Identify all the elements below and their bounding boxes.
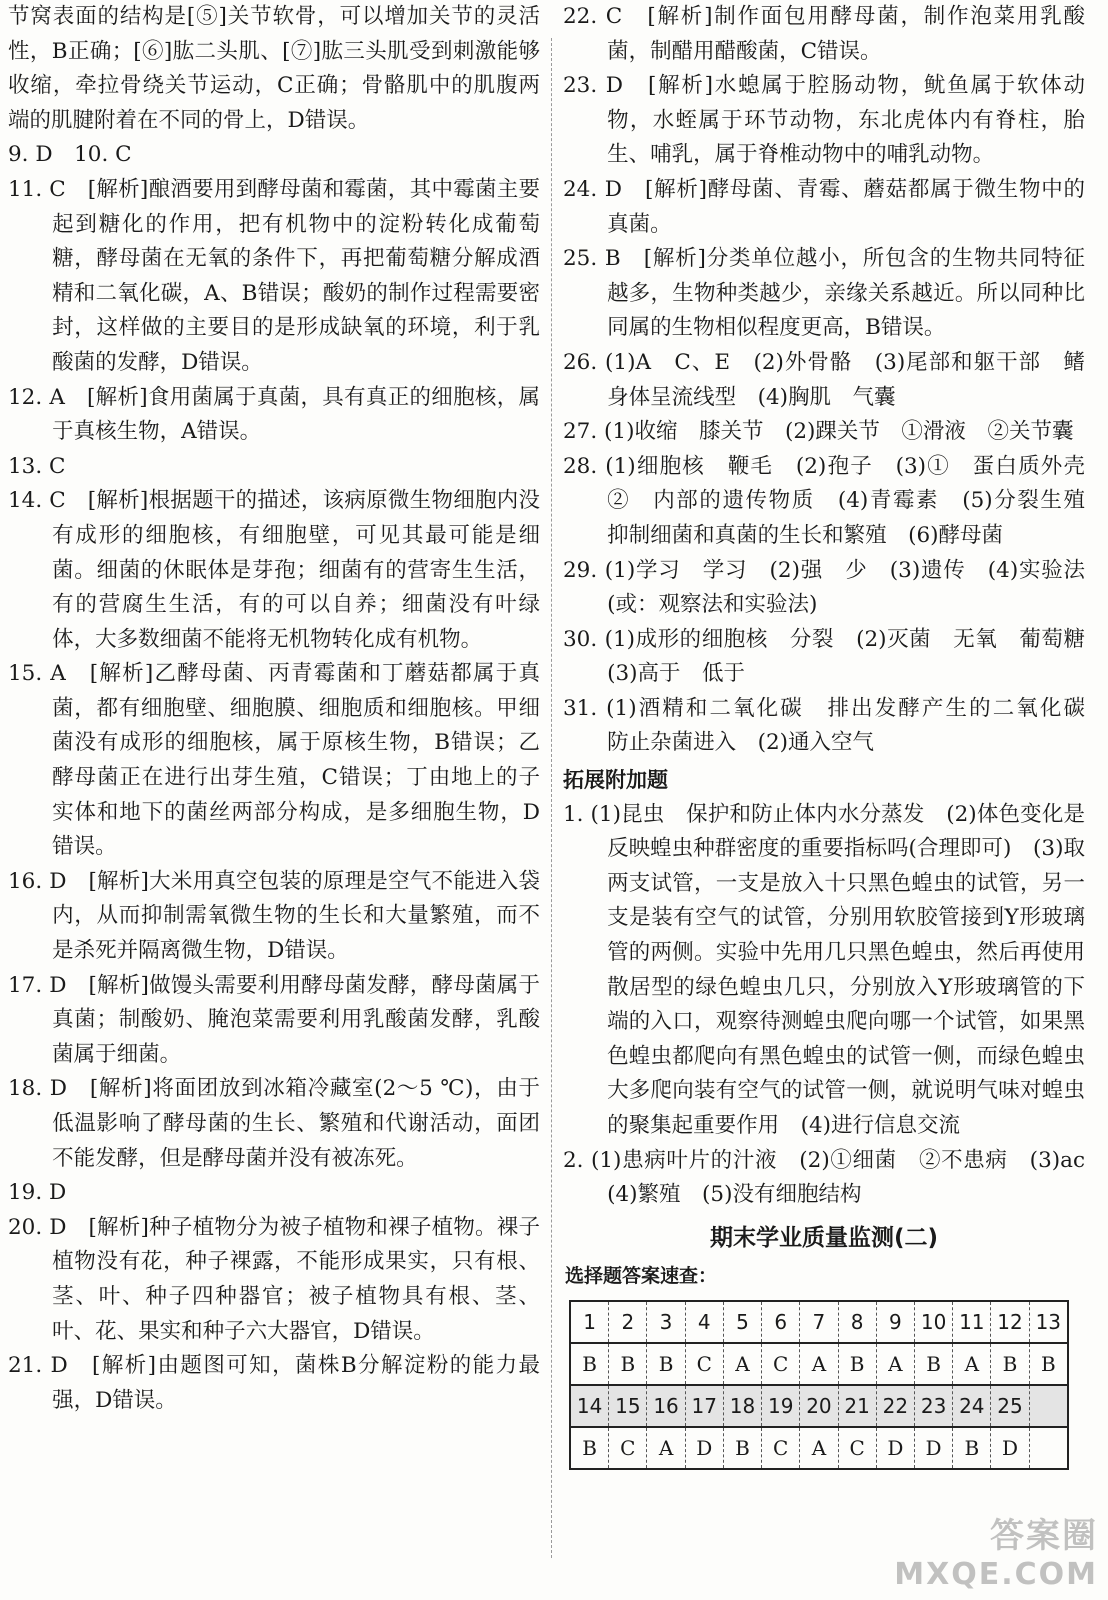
answer-cell: C: [685, 1343, 723, 1385]
question-number-cell: 24: [953, 1385, 991, 1427]
answer-cell: D: [685, 1427, 723, 1469]
answer-item: 14. C [解析]根据题干的描述，该病原微生物细胞内没有成形的细胞核，有细胞壁，可见其最可能是细菌。细菌的休眠体是芽孢；细菌有的营寄生生活，有的营腐生生活，有的可以自养；细菌没有叶绿体，大多数细菌不能将无机物转化成有机物。: [8, 488, 540, 652]
answer-item: 18. D [解析]将面团放到冰箱冷藏室(2～5 ℃)，由于低温影响了酵母菌的生长、繁殖和代谢活动，面团不能发酵，但是酵母菌并没有被冻死。: [8, 1076, 540, 1171]
question-number-cell: 13: [1029, 1301, 1068, 1343]
answer-cell: B: [838, 1343, 876, 1385]
answer-item: 20. D [解析]种子植物分为被子植物和裸子植物。裸子植物没有花，种子裸露，不能形成果实，只有根、茎、叶、种子四种器官；被子植物具有根、茎、叶、花、果实和种子六大器官，D错误。: [8, 1214, 540, 1344]
answer-item: 22. C [解析]制作面包用酵母菌，制作泡菜用乳酸菌，制醋用醋酸菌，C错误。: [563, 4, 1085, 64]
question-number-cell: [1029, 1385, 1068, 1427]
question-number-cell: 25: [991, 1385, 1029, 1427]
answer-row: [570, 1427, 1068, 1469]
exam-title: 期末学业质量监测(二): [709, 1224, 939, 1251]
question-number-row: [570, 1301, 1068, 1343]
question-number-cell: 15: [609, 1385, 647, 1427]
answer-cell: B: [570, 1427, 609, 1469]
answer-cell: A: [647, 1427, 685, 1469]
answer-item: 26. (1)A C、E (2)外骨骼 (3)尾部和躯干部 鳍 身体呈流线型 (4)胸肌 气囊: [563, 349, 1107, 410]
answer-cell: A: [723, 1343, 761, 1385]
extension-item: 2. (1)患病叶片的汁液 (2)①细菌 ②不患病 (3)ac (4)繁殖 (5)没有细胞结构: [563, 1147, 1107, 1208]
answer-cell: C: [609, 1427, 647, 1469]
extension-title: 拓展附加题: [563, 768, 668, 793]
answer-item: 27. (1)收缩 膝关节 (2)踝关节 ①滑液 ②关节囊: [563, 419, 1074, 445]
answer-item: 节窝表面的结构是[⑤]关节软骨，可以增加关节的灵活性，B正确；[⑥]肱二头肌、[⑦]肱三头肌受到刺激能够收缩，牵拉骨绕关节运动，C正确；骨骼肌中的肌腹两端的肌腱附着在不同的骨上，D错误。: [8, 4, 540, 133]
watermark-url: MXQE.COM: [894, 1557, 1098, 1592]
answer-cell: C: [838, 1427, 876, 1469]
answer-item: 12. A [解析]食用菌属于真菌，具有真正的细胞核，属于真核生物，A错误。: [8, 384, 540, 445]
answer-item: 24. D [解析]酵母菌、青霉、蘑菇都属于微生物中的真菌。: [563, 176, 1085, 237]
question-number-cell: 22: [876, 1385, 914, 1427]
answer-cell: B: [570, 1343, 609, 1385]
question-number-cell: 7: [800, 1301, 838, 1343]
answer-item: 23. D [解析]水螅属于腔肠动物，鱿鱼属于软体动物，水蛭属于环节动物，东北虎体内有脊柱，胎生、哺乳，属于脊椎动物中的哺乳动物。: [563, 73, 1085, 168]
answer-item: 13. C: [8, 453, 66, 479]
watermark-logo: 答案圈: [990, 1516, 1098, 1556]
answer-cell: A: [800, 1427, 838, 1469]
question-number-cell: 8: [838, 1301, 876, 1343]
answer-item: 31. (1)酒精和二氧化碳 排出发酵产生的二氧化碳 防止杂菌进入 (2)通入空气: [563, 695, 1107, 756]
answer-item: 9. D 10. C: [8, 142, 132, 168]
answer-item: 29. (1)学习 学习 (2)强 少 (3)遗传 (4)实验法(或：观察法和实验法): [563, 557, 1085, 618]
question-number-cell: 9: [876, 1301, 914, 1343]
question-number-cell: 10: [914, 1301, 952, 1343]
question-number-cell: 21: [838, 1385, 876, 1427]
answer-item: 15. A [解析]乙酵母菌、丙青霉菌和丁蘑菇都属于真菌，都有细胞壁、细胞膜、细胞质和细胞核。甲细菌没有成形的细胞核，属于原核生物，B错误；乙酵母菌正在进行出芽生殖，C错误；丁由地上的子实体和地下的菌丝两部分构成，是多细胞生物，D错误。: [8, 661, 540, 860]
answer-row: [570, 1343, 1068, 1385]
question-number-cell: 18: [723, 1385, 761, 1427]
question-number-cell: 14: [570, 1385, 609, 1427]
answer-item: 19. D: [8, 1180, 67, 1206]
question-number-cell: 23: [914, 1385, 952, 1427]
answer-cell: A: [953, 1343, 991, 1385]
question-number-cell: 5: [723, 1301, 761, 1343]
answer-cell: [1029, 1427, 1068, 1469]
watermark: [894, 1508, 1098, 1592]
question-number-cell: 11: [953, 1301, 991, 1343]
quick-check-title: 选择题答案速查：: [565, 1265, 718, 1288]
answer-cell: B: [953, 1427, 991, 1469]
question-number-row: [570, 1385, 1068, 1427]
question-number-cell: 20: [800, 1385, 838, 1427]
answer-cell: C: [762, 1427, 800, 1469]
right-column: [563, 0, 1107, 1470]
column-divider: [551, 38, 552, 1558]
answer-cell: B: [991, 1343, 1029, 1385]
answer-cell: B: [647, 1343, 685, 1385]
answer-cell: D: [991, 1427, 1029, 1469]
answer-item: 16. D [解析]大米用真空包装的原理是空气不能进入袋内，从而抑制需氧微生物的生长和大量繁殖，而不是杀死并隔离微生物，D错误。: [8, 868, 540, 964]
extension-item: 1. (1)昆虫 保护和防止体内水分蒸发 (2)体色变化是反映蝗虫种群密度的重要指标吗(合理即可) (3)取两支试管，一支是放入十只黑色蝗虫的试管，另一支是装有空气的试管，分别用软胶管接到Y形玻璃管的两侧。实验中先用几只黑色蝗虫，然后再使用散居型的绿色蝗虫几只，分别放入Y形玻璃管的下端的入口，观察待测蝗虫爬向哪一个试管，如果黑色蝗虫都爬向有黑色蝗虫的试管一侧，而绿色蝗虫大多爬向装有空气的试管一侧，就说明气味对蝗虫的聚集起重要作用 (4)进行信息交流: [563, 801, 1085, 1138]
question-number-cell: 6: [762, 1301, 800, 1343]
answer-cell: A: [800, 1343, 838, 1385]
answer-cell: C: [762, 1343, 800, 1385]
answer-item: 21. D [解析]由题图可知，菌株B分解淀粉的能力最强，D错误。: [8, 1353, 540, 1413]
answer-cell: A: [876, 1343, 914, 1385]
answer-item: 30. (1)成形的细胞核 分裂 (2)灭菌 无氧 葡萄糖 (3)高于 低于: [563, 626, 1107, 687]
answer-cell: D: [876, 1427, 914, 1469]
question-number-cell: 17: [685, 1385, 723, 1427]
question-number-cell: 12: [991, 1301, 1029, 1343]
answer-cell: B: [914, 1343, 952, 1385]
question-number-cell: 3: [647, 1301, 685, 1343]
question-number-cell: 4: [685, 1301, 723, 1343]
question-number-cell: 16: [647, 1385, 685, 1427]
left-column: [8, 0, 540, 1418]
answer-cell: B: [1029, 1343, 1068, 1385]
right-answer-list: [563, 0, 1107, 761]
question-number-cell: 19: [762, 1385, 800, 1427]
answer-item: 17. D [解析]做馒头需要利用酵母菌发酵，酵母菌属于真菌；制酸奶、腌泡菜需要利用乳酸菌发酵，乳酸菌属于细菌。: [8, 972, 540, 1067]
answer-cell: B: [723, 1427, 761, 1469]
question-number-cell: 2: [609, 1301, 647, 1343]
answer-item: 28. (1)细胞核 鞭毛 (2)孢子 (3)① 蛋白质外壳 ② 内部的遗传物质 (4)青霉素 (5)分裂生殖 抑制细菌和真菌的生长和繁殖 (6)酵母菌: [563, 453, 1107, 548]
answer-cell: B: [609, 1343, 647, 1385]
answer-item: 11. C [解析]酿酒要用到酵母菌和霉菌，其中霉菌主要起到糖化的作用，把有机物中的淀粉转化成葡萄糖，酵母菌在无氧的条件下，再把葡萄糖分解成酒精和二氧化碳，A、B错误；酸奶的制作过程需要密封，这样做的主要目的是形成缺氧的环境，利于乳酸菌的发酵，D错误。: [8, 176, 540, 375]
extension-list: [563, 798, 1107, 1213]
question-number-cell: 1: [570, 1301, 609, 1343]
answer-cell: D: [914, 1427, 952, 1469]
answer-item: 25. B [解析]分类单位越小，所包含的生物共同特征越多，生物种类越少，亲缘关系越近。所以同种比同属的生物相似程度更高，B错误。: [563, 246, 1085, 341]
answer-table: [569, 1300, 1069, 1470]
